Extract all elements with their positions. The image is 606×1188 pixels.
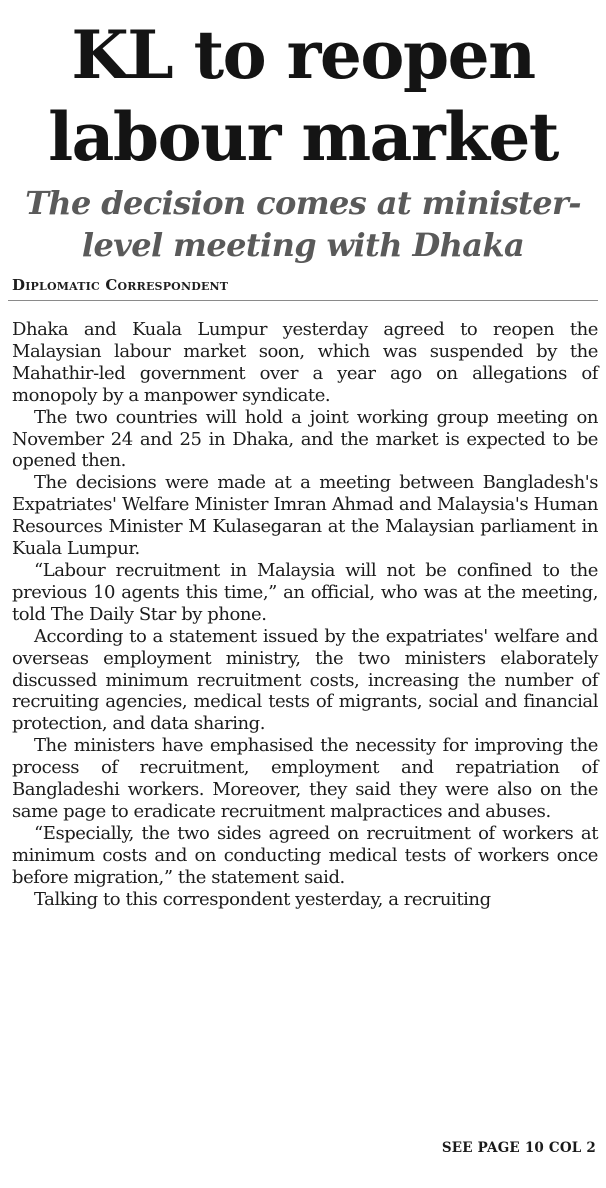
article-paragraph: Talking to this correspondent yesterday, a recruiting (34, 888, 491, 910)
article-paragraph: “Labour recruitment in Malaysia will not be confined to the previous 10 agents this time,” an official, who was at the meeting, told The Daily Star by phone. (12, 559, 598, 625)
article-paragraph: Dhaka and Kuala Lumpur yesterday agreed to reopen the Malaysian labour market soon, which was suspended by the Mahathir-led government over a year ago on allegations of monopoly by a manpower syndicate. (12, 319, 598, 406)
headline-line-2: labour market (48, 98, 558, 176)
article-paragraph: “Especially, the two sides agreed on recruitment of workers at minimum costs and on conducting medical tests of workers once before migration,” the statement said. (12, 822, 598, 888)
subheadline-line-1: The decision comes at minister- (25, 184, 581, 222)
article-paragraph: The two countries will hold a joint working group meeting on November 24 and 25 in Dhaka, and the market is expected to be opened then. (12, 406, 598, 472)
subheadline-line-2: level meeting with Dhaka (81, 226, 525, 264)
article-body (12, 319, 598, 910)
article-paragraph: The ministers have emphasised the necessity for improving the process of recruitment, employment and repatriation of Bangladeshi workers. Moreover, they said they were also on the same page to eradicate recruitment malpractices and abuses. (12, 735, 598, 822)
article-paragraph: According to a statement issued by the expatriates' welfare and overseas employment ministry, the two ministers elaborately discussed minimum recruitment costs, increasing the number of recruiting agencies, medical tests of migrants, social and financial protection, and data sharing. (12, 625, 598, 735)
headline-line-1: KL to reopen (71, 16, 535, 94)
subheadline (0, 182, 606, 266)
byline: Diplomatic Correspondent (12, 276, 229, 294)
byline-divider (8, 300, 598, 301)
article-paragraph: The decisions were made at a meeting between Bangladesh's Expatriates' Welfare Minister Imran Ahmad and Malaysia's Human Resources Minister M Kulasegaran at the Malaysian parliament in Kuala Lumpur. (12, 472, 598, 560)
headline (0, 0, 606, 178)
continued-jump-line: SEE PAGE 10 COL 2 (441, 1140, 596, 1156)
